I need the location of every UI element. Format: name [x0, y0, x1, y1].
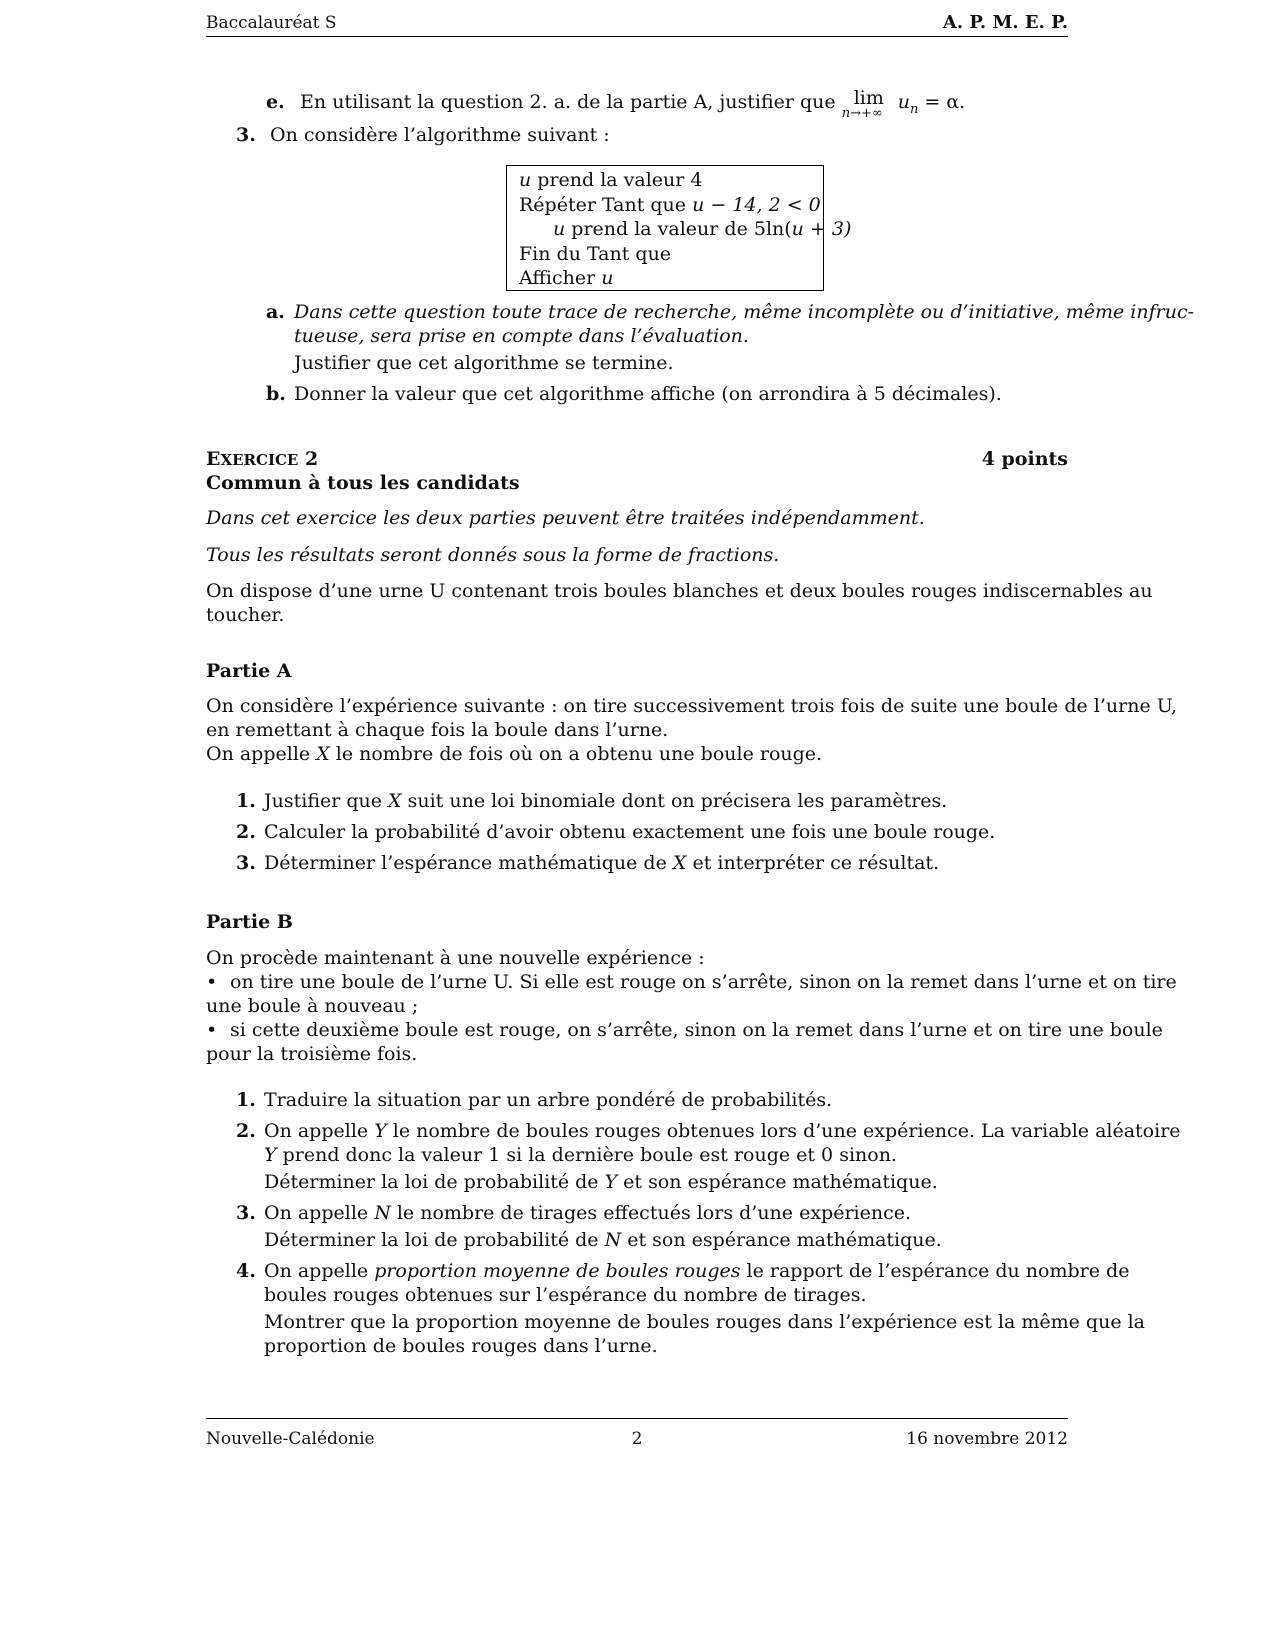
part-b-q3: [236, 1201, 911, 1226]
variable-y: Y: [264, 1144, 277, 1166]
exercise-points: 4 points: [981, 448, 1068, 470]
variable-n: N: [374, 1202, 391, 1224]
text: Déterminer la loi de probabilité de: [264, 1229, 605, 1251]
part-b-q2-line3: [264, 1170, 938, 1195]
part-a-item-3: [236, 851, 939, 876]
exercise-intro-3-line2: toucher.: [206, 604, 285, 626]
part-a-item-2: [236, 820, 995, 845]
text: Traduire la situation par un arbre pondéré de probabilités.: [264, 1089, 833, 1111]
bullet: •: [206, 1019, 218, 1041]
sequence-u: u: [897, 91, 910, 113]
part-a-title: Partie A: [206, 660, 292, 682]
text: On appelle: [264, 1120, 375, 1142]
part-b-p1: On procède maintenant à une nouvelle expérience :: [206, 947, 705, 969]
part-b-bullet-1-line2: une boule à nouveau ;: [206, 995, 419, 1017]
text: On appelle: [264, 1202, 375, 1224]
part-b-q4-line3: Montrer que la proportion moyenne de boules rouges dans l’expérience est la même que la: [264, 1311, 1146, 1333]
part-b-title: Partie B: [206, 911, 293, 933]
part-a-p1-line1: On considère l’expérience suivante : on tire successivement trois fois de suite une boule de l’urne U,: [206, 695, 1178, 717]
italic-term: proportion moyenne de boules rouges: [374, 1260, 741, 1282]
question-text: On considère l’algorithme suivant :: [270, 124, 610, 146]
question-number: b.: [266, 383, 286, 405]
item-number: 3.: [236, 1202, 256, 1224]
text: le nombre de tirages effectués lors d’une expérience.: [390, 1202, 912, 1224]
exercise-title-rest: XERCICE: [220, 451, 299, 469]
part-a-p1-line2: en remettant à chaque fois la boule dans l’urne.: [206, 719, 669, 741]
exercise-intro-2: Tous les résultats seront donnés sous la forme de fractions.: [206, 544, 780, 566]
variable-y: Y: [604, 1171, 618, 1193]
text: prend donc la valeur 1 si la dernière boule est rouge et 0 sinon.: [276, 1144, 897, 1166]
variable-y: Y: [374, 1120, 387, 1142]
part-b-q1: [236, 1088, 832, 1113]
part-b-bullet-2: [206, 1018, 1163, 1043]
page-footer: [206, 1418, 1068, 1449]
question-text: En utilisant la question 2. a. de la partie A, justifier que: [300, 91, 836, 113]
sequence-index: n: [909, 101, 919, 117]
part-b-q4: [236, 1259, 1129, 1284]
text: et son espérance mathématique.: [617, 1171, 938, 1193]
bullet: •: [206, 971, 218, 993]
question-number: 3.: [236, 124, 256, 146]
algo-expr: u − 14, 2 < 0: [692, 193, 821, 216]
footer-date: 16 novembre 2012: [906, 1429, 1068, 1449]
limit-expression: [841, 87, 898, 121]
part-b-q2-line2: [264, 1143, 897, 1168]
algo-text: Répéter Tant que: [519, 193, 693, 216]
exercise-intro-1: Dans cet exercice les deux parties peuvent être traitées indépendamment.: [206, 507, 925, 529]
part-a-item-1: [236, 789, 947, 814]
algo-text: Afficher: [519, 267, 602, 289]
question-3a-text: Justifier que cet algorithme se termine.: [294, 352, 674, 374]
algo-line-4: Fin du Tant que: [519, 242, 672, 265]
question-number: a.: [266, 301, 285, 323]
item-number: 2.: [236, 821, 256, 843]
question-3a: [266, 300, 1194, 325]
question-italic-line: Dans cette question toute trace de recherche, même incomplète ou d’initiative, même infruc-: [294, 301, 1195, 323]
exercise-title-number: 2: [298, 448, 319, 470]
text: On appelle: [264, 1260, 375, 1282]
variable-x: X: [316, 743, 330, 765]
part-b-q4-line4: proportion de boules rouges dans l’urne.: [264, 1335, 658, 1357]
variable-n: N: [604, 1229, 622, 1251]
text: Déterminer l’espérance mathématique de: [264, 852, 673, 874]
text: On appelle: [206, 743, 317, 765]
variable-x: X: [388, 790, 402, 812]
part-b-bullet-1: [206, 970, 1177, 995]
algo-expr: u + 3): [791, 218, 852, 240]
exercise-title-initial: E: [206, 448, 221, 470]
text: suit une loi binomiale dont on précisera les paramètres.: [401, 790, 948, 812]
part-b-bullet-2-line2: pour la troisième fois.: [206, 1043, 418, 1065]
algo-line-2: [519, 193, 823, 218]
item-number: 4.: [236, 1260, 256, 1282]
algo-var: u: [519, 169, 532, 191]
header-left: Baccalauréat S: [206, 13, 337, 33]
algo-var: u: [601, 267, 614, 289]
limit-value: = α.: [918, 91, 966, 113]
algo-var: u: [553, 218, 566, 240]
part-b-q2: [236, 1119, 1181, 1144]
algorithm-box: [506, 165, 852, 291]
part-b-q3-line2: [264, 1228, 942, 1253]
part-b-q4-line2: boules rouges obtenues sur l’espérance du nombre de tirages.: [264, 1284, 867, 1306]
algo-line-1: [519, 168, 823, 193]
variable-x: X: [672, 852, 687, 874]
header-right: A. P. M. E. P.: [942, 12, 1068, 33]
question-3a-italic-2: tueuse, sera prise en compte dans l’évaluation.: [294, 325, 749, 347]
footer-left: Nouvelle-Calédonie: [206, 1429, 375, 1449]
exercise-intro-3-line1: On dispose d’une urne U contenant trois boules blanches et deux boules rouges indiscernables au: [206, 580, 1153, 602]
text: le nombre de boules rouges obtenues lors d’une expérience. La variable aléatoire: [386, 1120, 1181, 1142]
algo-text: prend la valeur de 5ln(: [565, 218, 792, 240]
page-header: [206, 10, 1068, 37]
text: le nombre de fois où on a obtenu une boule rouge.: [329, 743, 823, 765]
part-a-p2: [206, 742, 822, 767]
item-number: 1.: [236, 1089, 256, 1111]
exercise-title: [206, 447, 318, 473]
text: Déterminer la loi de probabilité de: [264, 1171, 605, 1193]
exercise-subtitle: Commun à tous les candidats: [206, 472, 520, 494]
algo-text: prend la valeur 4: [531, 169, 703, 191]
text: si cette deuxième boule est rouge, on s’arrête, sinon on la remet dans l’urne et on tire une boule: [230, 1019, 1163, 1041]
question-number: e.: [266, 91, 285, 113]
question-3b: [266, 382, 1002, 407]
limit-label: lim: [853, 87, 884, 109]
text: et interpréter ce résultat.: [686, 852, 940, 874]
text: Calculer la probabilité d’avoir obtenu exactement une fois une boule rouge.: [264, 821, 996, 843]
text: le rapport de l’espérance du nombre de: [740, 1260, 1130, 1282]
algo-line-3: [519, 217, 852, 242]
item-number: 3.: [236, 852, 256, 874]
question-text: Donner la valeur que cet algorithme affiche (on arrondira à 5 décimales).: [294, 383, 1002, 405]
algo-line-5: [519, 266, 823, 291]
question-e: [266, 88, 965, 122]
question-3: [236, 123, 610, 148]
text: Justifier que: [264, 790, 389, 812]
limit-subscript: n→+∞: [841, 106, 883, 121]
item-number: 1.: [236, 790, 256, 812]
text: on tire une boule de l’urne U. Si elle est rouge on s’arrête, sinon on la remet dans l’urne et on tire: [230, 971, 1177, 993]
item-number: 2.: [236, 1120, 256, 1142]
page-number: 2: [631, 1429, 643, 1449]
text: et son espérance mathématique.: [621, 1229, 942, 1251]
